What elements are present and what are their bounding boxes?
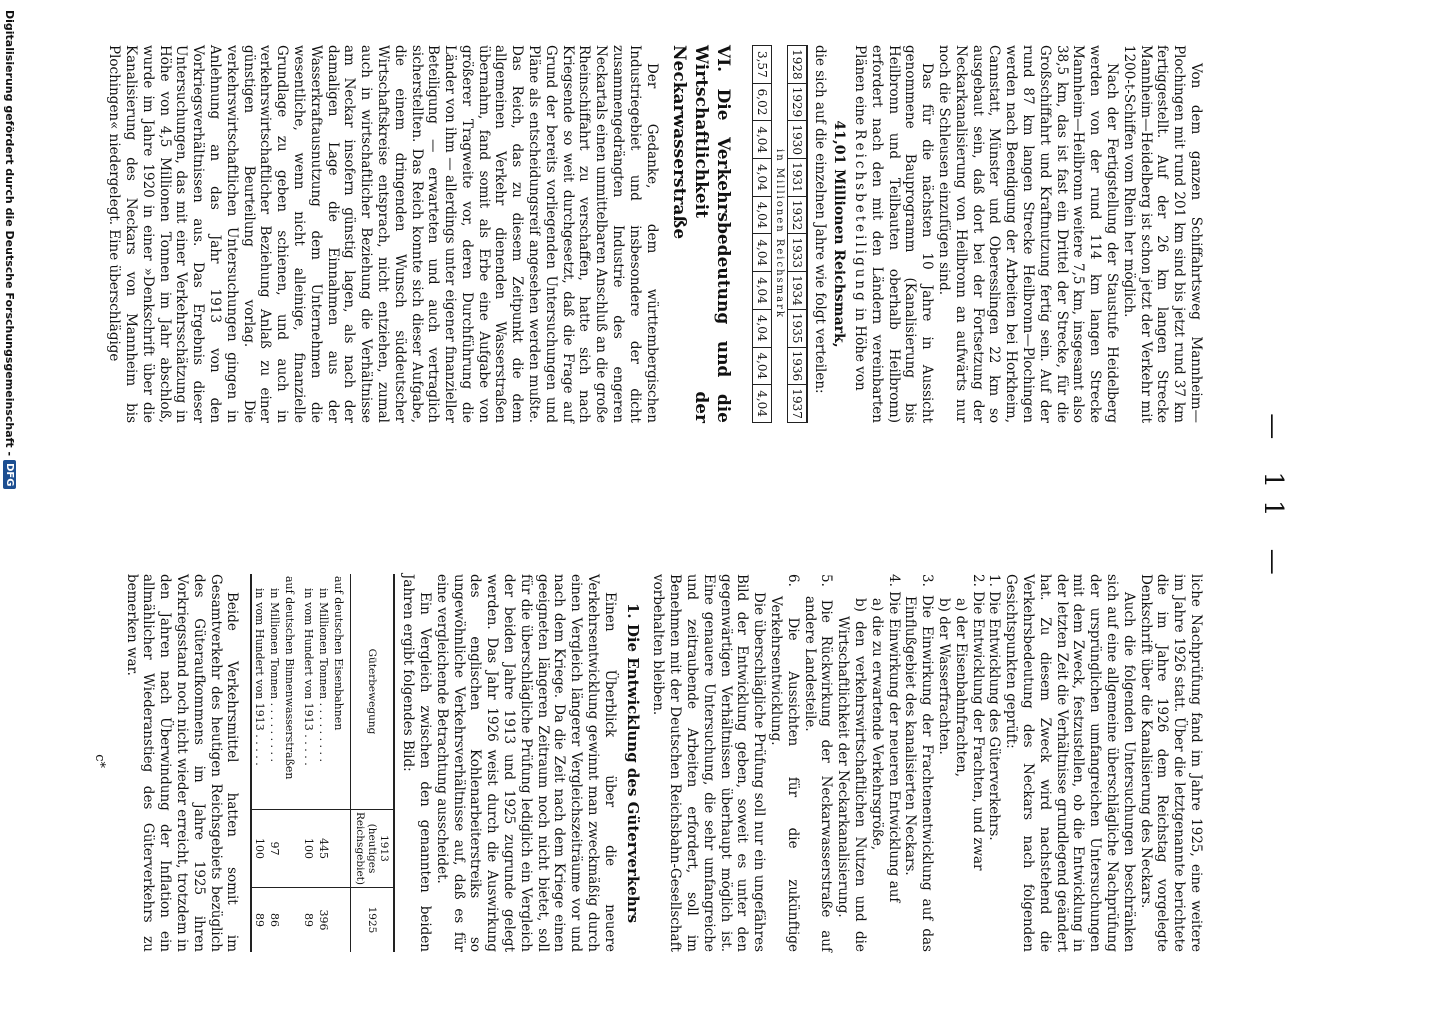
empty-cell <box>282 888 301 953</box>
paragraph: die sich auf die einzelnen Jahre wie folgt verteilen: <box>812 45 829 394</box>
list-subitem: a) der Eisenbahnfrachten, <box>952 598 969 778</box>
digitization-footer <box>0 0 20 1010</box>
paragraph: Die überschlägliche Prüfung soll nur ein ungefähres Bild der Entwicklung geben, soweit es unter den gegenwärtigen Verhältnissen überhaupt möglich ist. Eine genauere Untersuchung, die sehr umfangreiche und zeitraubende Arbeiten erfordert, soll im Benehmen mit der Deutschen Reichsbahn-Gesellschaft vorbehalten bleiben. <box>650 574 768 952</box>
list-subitem: b) der Wasserfrachten. <box>936 598 953 755</box>
value-cell: 4,04 <box>752 159 771 197</box>
year-cell: 1935 <box>787 309 807 347</box>
dfg-logo-icon: DFG <box>4 460 17 489</box>
table-row <box>316 574 331 952</box>
table-row <box>752 46 771 423</box>
amount-line: 41,01 Millionen Reichsmark, <box>831 120 848 348</box>
section-heading: VI. Die Verkehrsbedeutung und die Wirtschaftlichkeit der Neckarwasserstraße <box>668 45 733 423</box>
list-item: 4. Die Einwirkung der neueren Entwicklung auf <box>885 574 902 903</box>
value-cell: 4,04 <box>752 196 771 234</box>
list-item: 5. Die Rückwirkung der Neckarwasserstraße auf andere Landesteile. <box>801 574 835 952</box>
unit-label: in Millionen Reichsmark <box>771 46 787 423</box>
unit-row <box>771 46 787 423</box>
value-cell: 445 <box>316 809 331 887</box>
paragraph-text: in Höhe von <box>852 308 869 391</box>
column-header-note: (heutiges Reichsgebiet) <box>354 811 379 885</box>
value-cell: 6,02 <box>752 83 771 121</box>
value-cell: 4,04 <box>752 121 771 159</box>
page-number: — 11 — <box>1258 413 1288 587</box>
year-cell: 1928 <box>787 46 807 84</box>
paragraph: liche Nachprüfung fand im Jahre 1925, eine weitere im Jahre 1926 statt. Über die letztgenannte berichtete die im Jahre 1926 dem Reichstag vorgelegte Denkschrift über die Kanalisierung des Neckars. <box>1137 574 1204 952</box>
value-cell: 4,04 <box>752 234 771 272</box>
list-item: 3. Die Einwirkung der Frachtenentwicklung auf das Einflußgebiet des kanalisierten Neckars. <box>902 574 936 952</box>
year-cell: 1933 <box>787 234 807 272</box>
table-row <box>267 574 282 952</box>
footer-text: Digitalisierung gefördert durch die Deutsche Forschungsgemeinschaft - <box>3 10 17 457</box>
emphasized-word: Reichsbeteiligung <box>852 129 869 304</box>
value-cell: 100 <box>251 809 267 887</box>
criteria-list <box>767 574 1002 952</box>
row-label: in vom Hundert von 1913 . . . . . <box>251 574 267 809</box>
paragraph <box>851 45 935 423</box>
group-label: auf deutschen Binnenwasserstraßen <box>283 576 297 780</box>
table-row <box>301 574 316 952</box>
empty-cell <box>282 809 301 887</box>
paragraph: Von dem ganzen Schiffahrtsweg Mannheim—Plochingen mit rund 201 km sind bis jetzt rund 37 km fertiggestellt. Auf der 26 km langen Strecke Mannheim—Heidelberg ist schon jetzt der Verkehr mit 1200-t-Schiffen vom Rhein her möglich. <box>1120 45 1204 423</box>
empty-cell <box>331 809 351 887</box>
list-subitem: b) den verkehrswirtschaftlichen Nutzen und die Wirtschaftlichkeit der Neckarkanalisierung. <box>835 598 869 952</box>
list-item: 1. Die Entwicklung des Güterverkehrs. <box>986 574 1003 841</box>
column-header-year: 1913 <box>378 835 391 862</box>
freight-comparison-table <box>250 574 395 952</box>
paragraph-text: Das für die nächsten 10 Jahre in Aussicht genommene Bauprogramm (Kanalisierung bis Heilbronn und Teilbauten oberhalb Heilbronn) erfordert nach den mit den Ländern vereinbarten Plänen eine <box>852 45 936 423</box>
year-cell: 1929 <box>787 83 807 121</box>
paragraph: Ein Vergleich zwischen den genannten beiden Jahren ergibt folgendes Bild: <box>400 574 433 952</box>
value-cell: 86 <box>267 888 282 953</box>
empty-cell <box>331 888 351 953</box>
paragraph: Auch die folgenden Untersuchungen beschränken sich auf eine allgemeine überschlägliche Nachprüfung der ursprünglichen umfangreichen Untersuchungen mit dem Zweck, festzustellen, ob die Entwicklung in der letzten Zeit die Verhältnisse grundlegend geändert hat. Zu diesem Zweck wird nachstehend die Verkehrsbedeutung des Neckars nach folgenden Gesichtspunkten geprüft: <box>1003 574 1137 952</box>
table-header-row <box>787 46 807 423</box>
subsection-heading: 1. Die Entwicklung des Güterverkehrs <box>623 602 642 924</box>
row-label: in Millionen Tonnen . . . . . . . . . <box>268 588 282 763</box>
year-cell: 1932 <box>787 196 807 234</box>
annual-distribution-table <box>752 45 808 423</box>
left-column <box>105 45 1204 423</box>
value-cell: 4,04 <box>752 272 771 310</box>
value-cell: 89 <box>251 888 267 953</box>
paragraph: Einen Überblick über die neuere Verkehrsentwicklung gewinnt man zweckmäßig durch einen Vergleich längerer Vergleichszeiträume vor und nach dem Kriege. Da die Zeit nach dem Kriege einen geeigneten längeren Zeitraum noch nicht bietet, soll für die überschlägliche Prüfung lediglich ein Vergleich der beiden Jahre 1913 und 1925 zugrunde gelegt werden. Das Jahr 1926 weist durch die Auswirkung des englischen Kohlenarbeiterstreiks so ungewöhnliche Verkehrsverhältnisse auf, daß es für eine vergleichende Betrachtung ausscheidet. <box>433 574 618 952</box>
row-label: in Millionen Tonnen . . . . . . . . . <box>317 588 331 763</box>
paragraph: Der Gedanke, dem württembergischen Industriegebiet und insbesondere der dicht zusammengedrängten Industrie des engeren Neckartals einen unmittelbaren Anschluß an die große Rheinschiffahrt zu verschaffen, hatte sich nach Kriegsende so weit durchgesetzt, daß die Frage auf Grund der bereits vorliegenden Untersuchungen und Pläne als entscheidungsreif angesehen werden mußte. Das Reich, das zu diesem Zeitpunkt die dem allgemeinen Verkehr dienenden Wasserstraßen übernahm, fand somit als Erbe eine Aufgabe von größerer Tragweite vor, deren Durchführung die Länder von ihm — allerdings unter eigener finanzieller Beteiligung — erwarteten und auch vertraglich sicherstellten. Das Reich konnte sich dieser Aufgabe, die einem dringenden Wunsch süddeutscher Wirtschaftskreise entsprach, nicht entziehen, zumal auch in wirtschaftlicher Beziehung die Verhältnisse am Neckar insofern günstig lagen, als nach der damaligen Lage die Einnahmen aus der Wasserkraftausnutzung dem Unternehmen die wesentliche, wenn nicht alleinige, finanzielle Grundlage zu geben schienen, und auch in verkehrswirtschaftlicher Beziehung Anlaß zu einer günstigen Beurteilung vorlag. Die verkehrswirtschaftlichen Untersuchungen gingen in Anlehnung an das Jahr 1913 von den Vorkriegsverhältnissen aus. Das Ergebnis dieser Untersuchungen, das mit einer Verkehrsschätzung in Höhe von 4,5 Millionen Tonnen im Jahr abschloß, wurde im Jahre 1920 in einer »Denkschrift über die Kanalisierung des Neckars von Mannheim bis Plochingen« niedergelegt. Eine überschlägige <box>106 45 660 423</box>
year-cell: 1936 <box>787 347 807 385</box>
value-cell: 3,57 <box>752 46 771 84</box>
table-group-row <box>282 574 301 952</box>
value-cell: 89 <box>301 888 316 953</box>
column-header: Güterbewegung <box>351 574 395 809</box>
signature-mark: c* <box>92 754 107 768</box>
year-cell: 1937 <box>787 385 807 423</box>
value-cell: 4,04 <box>752 385 771 423</box>
table-row <box>251 574 267 952</box>
column-header <box>351 809 395 887</box>
value-cell: 396 <box>316 888 331 953</box>
table-group-row <box>331 574 351 952</box>
column-header: 1925 <box>351 888 395 953</box>
paragraph: Nach der Fertigstellung der Staustufe Heidelberg werden von der rund 114 km langen Strecke Mannheim—Heilbronn weitere 7,5 km, insgesamt also 38,5 km, das ist fast ein Drittel der Strecke, für die Großschiffahrt und Kraftnutzung fertig sein. Auf der rund 87 km langen Strecke Heilbronn—Plochingen werden nach Beendigung der Arbeiten bei Horkheim, Cannstatt, Münster und Oberesslingen 22 km so ausgebaut sein, daß dort bei der Fortsetzung der Neckarkanalisierung von Heilbronn an aufwärts nur noch die Schleusen einzufügen sind. <box>936 45 1121 423</box>
year-cell: 1931 <box>787 159 807 197</box>
table-header-row <box>351 574 395 952</box>
row-label: in vom Hundert von 1913 . . . . . <box>302 588 316 766</box>
paragraph: Beide Verkehrsmittel hatten somit im Gesamtverkehr des heutigen Reichsgebiets bezüglich des Güteraufkommens im Jahre 1925 ihren Vorkriegsstand noch nicht wieder erreicht, trotzdem in den Jahren nach Überwindung der Inflation ein allmählicher Wiederanstieg des Güterverkehrs zu bemerken war. <box>123 574 241 952</box>
value-cell: 4,04 <box>752 309 771 347</box>
group-label: auf deutschen Eisenbahnen <box>332 576 346 731</box>
value-cell: 4,04 <box>752 347 771 385</box>
year-cell: 1930 <box>787 121 807 159</box>
year-cell: 1934 <box>787 272 807 310</box>
list-subitem: a) die zu erwartende Verkehrsgröße, <box>868 598 885 851</box>
list-item: 6. Die Aussichten für die zukünftige Verkehrsentwicklung. <box>768 574 801 952</box>
value-cell: 100 <box>301 809 316 887</box>
value-cell: 97 <box>267 809 282 887</box>
list-item: 2. Die Entwicklung der Frachten, und zwar <box>969 574 986 871</box>
right-column <box>123 574 1204 952</box>
